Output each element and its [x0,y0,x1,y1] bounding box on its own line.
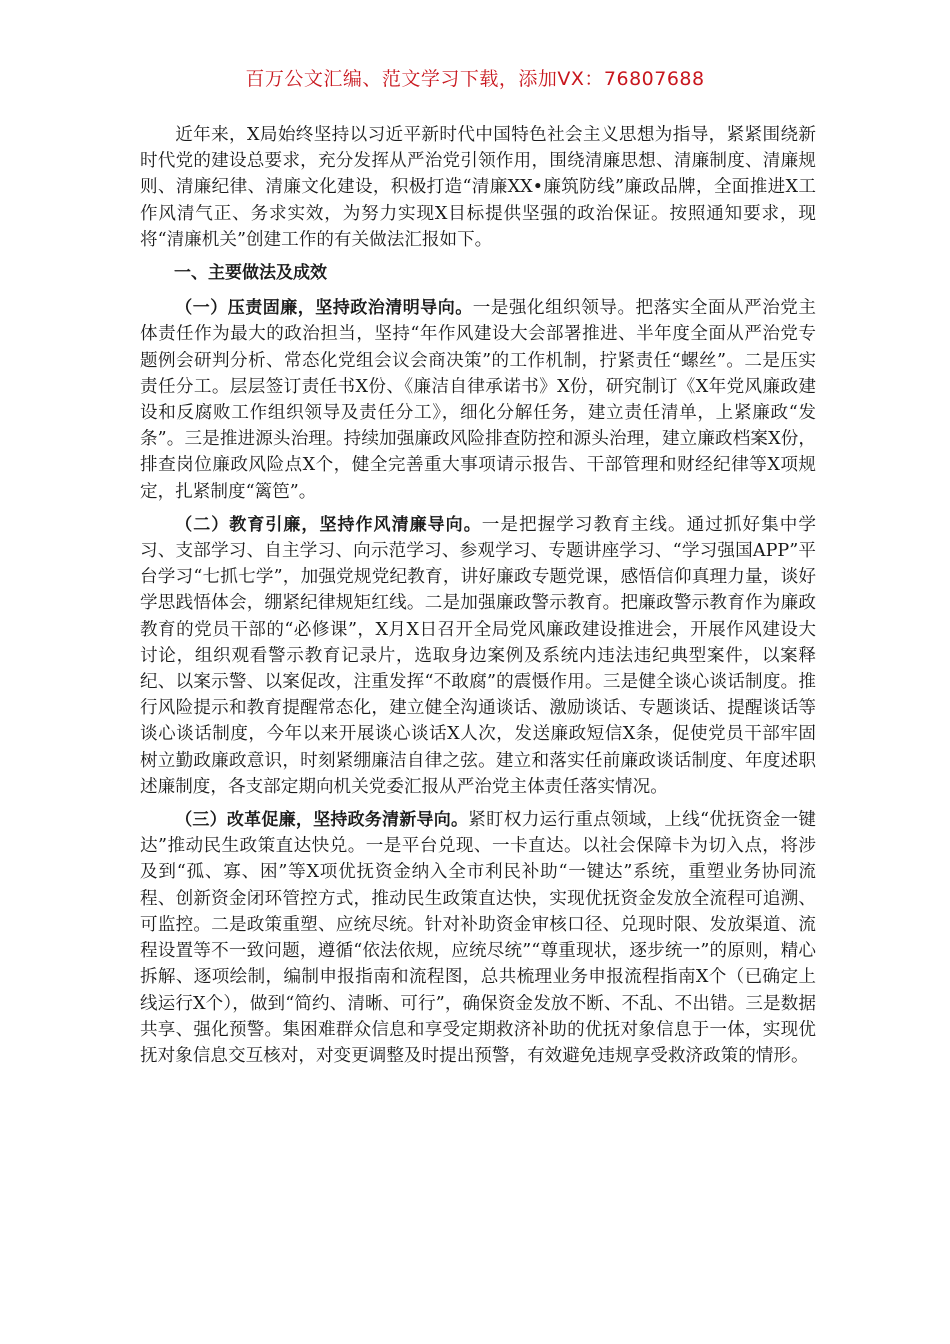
item-paragraph-3 [140,807,816,1069]
item-paragraph-2 [140,512,816,800]
item-body: 一是把握学习教育主线。通过抓好集中学习、支部学习、自主学习、向示范学习、参观学习、专题讲座学习、“学习强国APP”平台学习“七抓七学”，加强党规党纪教育，讲好廉政专题党课，感悟信仰真理力量，谈好学思践悟体会，绷紧纪律规矩红线。二是加强廉政警示教育。把廉政警示教育作为廉政教育的党员干部的“必修课”，X月X日召开全局党风廉政建设推进会，开展作风建设大讨论，组织观看警示教育记录片，选取身边案例及系统内违法违纪典型案件，以案释纪、以案示警、以案促改，注重发挥“不敢腐”的震慑作用。三是健全谈心谈话制度。推行风险提示和教育提醒常态化，建立健全沟通谈话、激励谈话、专题谈话、提醒谈话等谈心谈话制度，今年以来开展谈心谈话X人次，发送廉政短信X条，促使党员干部牢固树立勤政廉政意识，时刻紧绷廉洁自律之弦。建立和落实任前廉政谈话制度、年度述职述廉制度，各支部定期向机关党委汇报从严治党主体责任落实情况。 [140,514,816,797]
item-paragraph-1 [140,295,816,505]
item-lead: （二）教育引廉，坚持作风清廉导向。 [175,514,482,535]
item-body: 紧盯权力运行重点领域，上线“优抚资金一键达”推动民生政策直达快兑。一是平台兑现、一卡直达。以社会保障卡为切入点，将涉及到“孤、寡、困”等X项优抚资金纳入全市利民补助“一键达”系统，重塑业务协同流程、创新资金闭环管控方式，推动民生政策直达快，实现优抚资金发放全流程可追溯、可监控。二是政策重塑、应统尽统。针对补助资金审核口径、兑现时限、发放渠道、流程设置等不一致问题，遵循“依法依规，应统尽统”“尊重现状，逐步统一”的原则，精心拆解、逐项绘制，编制申报指南和流程图，总共梳理业务申报流程指南X个（已确定上线运行X个），做到“简约、清晰、可行”，确保资金发放不断、不乱、不出错。三是数据共享、强化预警。集困难群众信息和享受定期救济补助的优抚对象信息于一体，实现优抚对象信息交互核对，对变更调整及时提出预警，有效避免违规享受救济政策的情形。 [140,810,816,1066]
promo-banner: 百万公文汇编、范文学习下载，添加VX：76807688 [245,68,705,90]
item-body: 一是强化组织领导。把落实全面从严治党主体责任作为最大的政治担当，坚持“年作风建设大会部署推进、半年度全面从严治党专题例会研判分析、常态化党组会议会商决策”的工作机制，拧紧责任“螺丝”。二是压实责任分工。层层签订责任书X份、《廉洁自律承诺书》X份，研究制订《X年党风廉政建设和反腐败工作组织领导及责任分工》，细化分解任务，建立责任清单，上紧廉政“发条”。三是推进源头治理。持续加强廉政风险排查防控和源头治理，建立廉政档案X份，排查岗位廉政风险点X个，健全完善重大事项请示报告、干部管理和财经纪律等X项规定，扎紧制度“篱笆”。 [140,298,816,502]
section-heading: 一、主要做法及成效 [174,263,327,284]
document-body [140,122,816,1076]
item-lead: （三）改革促廉，坚持政务清新导向。 [175,810,469,831]
intro-paragraph: 近年来，X局始终坚持以习近平新时代中国特色社会主义思想为指导，紧紧围绕新时代党的建设总要求，充分发挥从严治党引领作用，围绕清廉思想、清廉制度、清廉规则、清廉纪律、清廉文化建设，积极打造“清廉XX•廉筑防线”廉政品牌，全面推进X工作风清气正、务求实效，为努力实现X目标提供坚强的政治保证。按照通知要求，现将“清廉机关”创建工作的有关做法汇报如下。 [140,125,816,250]
item-lead: （一）压责固廉，坚持政治清明导向。 [175,298,473,319]
